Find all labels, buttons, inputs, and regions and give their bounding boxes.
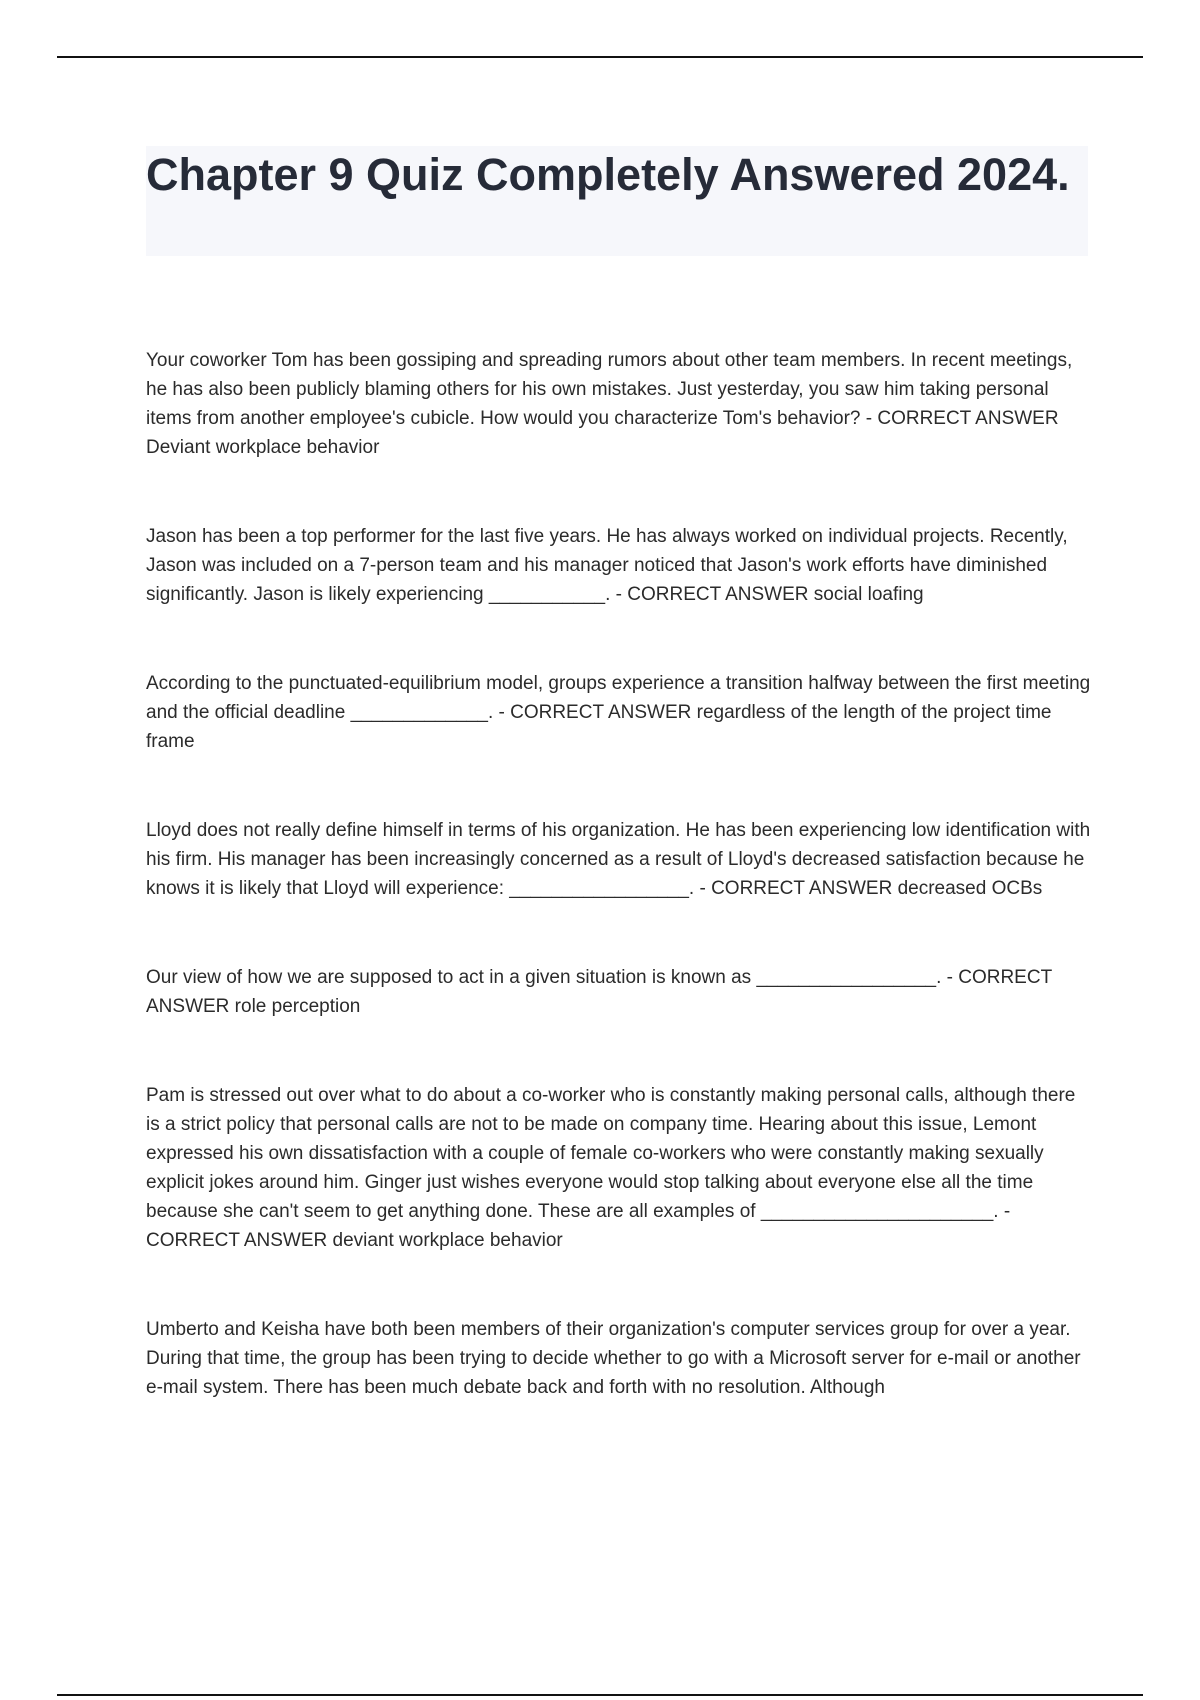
quiz-item: Your coworker Tom has been gossiping and spreading rumors about other team members. In recent meetings, he has also been publicly blaming others for his own mistakes. Just yesterday, you saw him taking personal items from another employee's cubicle. How would you characterize Tom's behavior? - CORRECT ANSWER Deviant workplace behavior	[146, 350, 1073, 458]
quiz-item: According to the punctuated-equilibrium model, groups experience a transition halfway between the first meeting and the official deadline _____________. - CORRECT ANSWER regardless of the length of the project time frame	[146, 673, 1091, 752]
bottom-rule	[57, 1694, 1143, 1696]
quiz-content	[146, 346, 1092, 1462]
quiz-item: Umberto and Keisha have both been members of their organization's computer services group for over a year. During that time, the group has been trying to decide whether to go with a Microsoft server for e-mail or another e-mail system. There has been much debate back and forth with no resolution. Although	[146, 1319, 1081, 1398]
quiz-item: Jason has been a top performer for the last five years. He has always worked on individual projects. Recently, Jason was included on a 7-person team and his manager noticed that Jason's work efforts have diminished significantly. Jason is likely experiencing ___________. - CORRECT ANSWER social loafing	[146, 526, 1068, 605]
top-rule	[57, 56, 1143, 58]
quiz-item: Lloyd does not really define himself in terms of his organization. He has been experiencing low identification with his firm. His manager has been increasingly concerned as a result of Lloyd's decreased satisfaction because he knows it is likely that Lloyd will experience: _________________. - CORRECT ANSWER decreased OCBs	[146, 820, 1091, 899]
quiz-item: Pam is stressed out over what to do about a co-worker who is constantly making personal calls, although there is a strict policy that personal calls are not to be made on company time. Hearing about this issue, Lemont expressed his own dissatisfaction with a couple of female co-workers who were constantly making sexually explicit jokes around him. Ginger just wishes everyone would stop talking about everyone else all the time because she can't seem to get anything done. These are all examples of ______________________. - CORRECT ANSWER deviant workplace behavior	[146, 1085, 1076, 1251]
document-title: Chapter 9 Quiz Completely Answered 2024.	[146, 149, 1070, 200]
quiz-item: Our view of how we are supposed to act in a given situation is known as _________________. - CORRECT ANSWER role perception	[146, 967, 1052, 1017]
title-banner	[146, 146, 1088, 256]
